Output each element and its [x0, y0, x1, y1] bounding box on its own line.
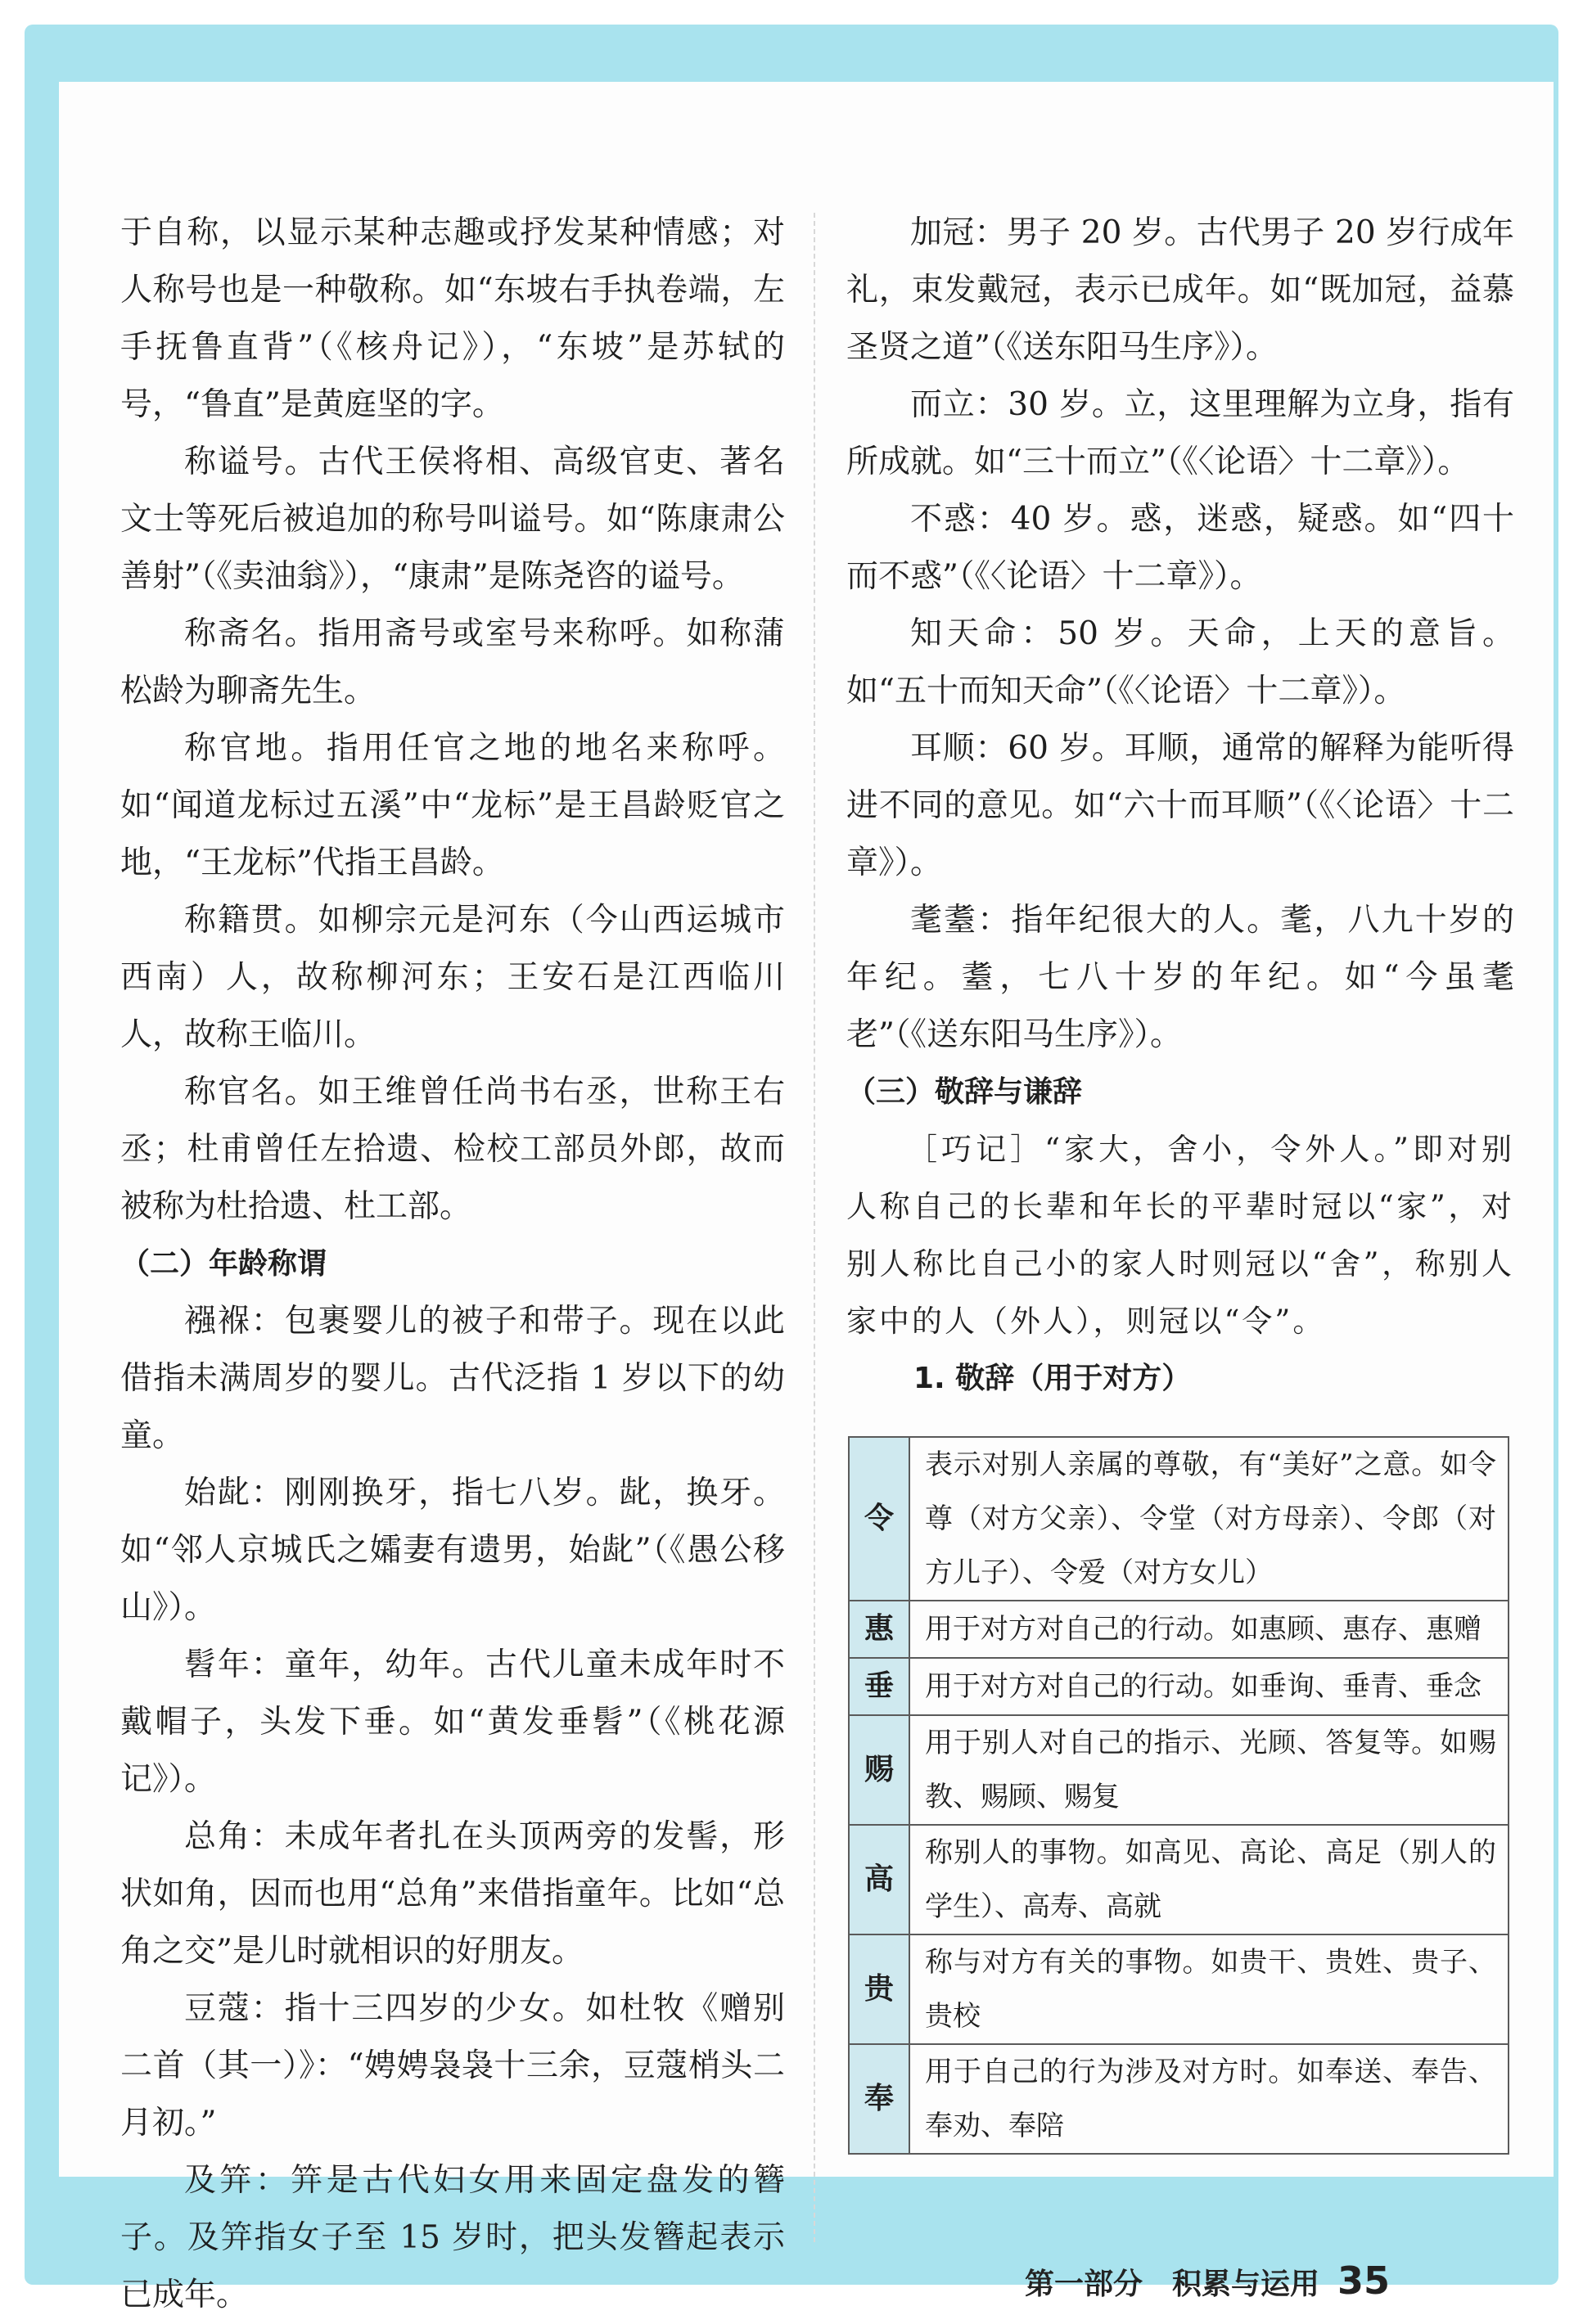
table-row — [849, 1658, 1509, 1715]
paragraph: 称官地。指用任官之地的地名来称呼。如“闻道龙标过五溪”中“龙标”是王昌龄贬官之地，“王龙标”代指王昌龄。 — [120, 730, 785, 881]
paragraph-continued: 于自称，以显示某种志趣或抒发某种情感；对人称号也是一种敬称。如“东坡右手执卷端，左手抚鲁直背”（《核舟记》），“东坡”是苏轼的号，“鲁直”是黄庭坚的字。 — [120, 214, 785, 423]
paragraph: 称籍贯。如柳宗元是河东（今山西运城市西南）人，故称柳河东；王安石是江西临川人，故称王临川。 — [120, 902, 785, 1053]
paragraph: 称斋名。指用斋号或室号来称呼。如称蒲松龄为聊斋先生。 — [120, 615, 785, 709]
right-column — [846, 205, 1514, 1414]
honorific-description: 称别人的事物。如高见、高论、高足（别人的学生）、高寿、高就 — [909, 1825, 1509, 1934]
paragraph: 襁褓：包裹婴儿的被子和带子。现在以此借指未满周岁的婴儿。古代泛指 1 岁以下的幼童。 — [120, 1303, 785, 1454]
honorific-key: 垂 — [849, 1658, 909, 1715]
table-row — [849, 1825, 1509, 1934]
column-divider — [814, 213, 815, 2242]
table-row — [849, 2044, 1509, 2154]
mnemonic-note: ［巧记］“家大，舍小，令外人。”即对别人称自己的长辈和年长的平辈时冠以“家”，对别人称比自己小的家人时则冠以“舍”，称别人家中的人（外人），则冠以“令”。 — [846, 1132, 1514, 1339]
honorific-description: 用于别人对自己的指示、光顾、答复等。如赐教、赐顾、赐复 — [909, 1715, 1509, 1825]
honorific-description: 用于对方对自己的行动。如惠顾、惠存、惠赠 — [909, 1601, 1509, 1658]
table-row — [849, 1715, 1509, 1825]
table-row — [849, 1601, 1509, 1658]
honorifics-table — [848, 1436, 1509, 2155]
paragraph: 豆蔻：指十三四岁的少女。如杜牧《赠别二首（其一）》：“娉娉袅袅十三余，豆蔻梢头二月初。” — [120, 1990, 785, 2142]
paragraph: 而立：30 岁。立，这里理解为立身，指有所成就。如“三十而立”（《〈论语〉十二章》）。 — [846, 386, 1514, 480]
honorific-key: 奉 — [849, 2044, 909, 2154]
page-number: 35 — [1337, 2259, 1390, 2303]
honorific-key: 惠 — [849, 1601, 909, 1658]
table-row — [849, 1934, 1509, 2044]
paragraph: 称官名。如王维曾任尚书右丞，世称王右丞；杜甫曾任左拾遗、检校工部员外郎，故而被称为杜拾遗、杜工部。 — [120, 1074, 785, 1225]
paragraph: 总角：未成年者扎在头顶两旁的发髻，形状如角，因而也用“总角”来借指童年。比如“总角之交”是儿时就相识的好朋友。 — [120, 1818, 785, 1970]
left-column — [120, 205, 785, 2324]
section-heading: （三）敬辞与谦辞 — [846, 1075, 1083, 1109]
paragraph: 及笄：笄是古代妇女用来固定盘发的簪子。及笄指女子至 15 岁时，把头发簪起表示已成年。 — [120, 2162, 785, 2313]
table-row — [849, 1437, 1509, 1601]
paragraph: 始龀：刚刚换牙，指七八岁。龀，换牙。如“邻人京城氏之孀妻有遗男，始龀”（《愚公移山》）。 — [120, 1475, 785, 1626]
paragraph: 加冠：男子 20 岁。古代男子 20 岁行成年礼，束发戴冠，表示已成年。如“既加冠，益慕圣贤之道”（《送东阳马生序》）。 — [846, 214, 1514, 366]
subsection-heading: 1. 敬辞（用于对方） — [913, 1362, 1192, 1395]
honorific-description: 用于对方对自己的行动。如垂询、垂青、垂念 — [909, 1658, 1509, 1715]
book-page — [59, 82, 1554, 2313]
paragraph: 耳顺：60 岁。耳顺，通常的解释为能听得进不同的意见。如“六十而耳顺”（《〈论语〉十二章》）。 — [846, 730, 1514, 881]
paragraph: 耄耋：指年纪很大的人。耄，八九十岁的年纪。耋，七八十岁的年纪。如“今虽耄老”（《送东阳马生序》）。 — [846, 902, 1514, 1053]
honorific-key: 赐 — [849, 1715, 909, 1825]
honorific-description: 称与对方有关的事物。如贵干、贵姓、贵子、贵校 — [909, 1934, 1509, 2044]
honorific-key: 令 — [849, 1437, 909, 1601]
honorific-description: 用于自己的行为涉及对方时。如奉送、奉告、奉劝、奉陪 — [909, 2044, 1509, 2154]
paragraph: 不惑：40 岁。惑，迷惑，疑惑。如“四十而不惑”（《〈论语〉十二章》）。 — [846, 501, 1514, 595]
footer-section-title: 第一部分 积累与运用 — [1024, 2268, 1319, 2301]
paragraph: 知天命：50 岁。天命，上天的意旨。如“五十而知天命”（《〈论语〉十二章》）。 — [846, 615, 1514, 709]
page-footer — [1025, 2259, 1390, 2303]
honorific-key: 贵 — [849, 1934, 909, 2044]
paragraph: 髫年：童年，幼年。古代儿童未成年时不戴帽子，头发下垂。如“黄发垂髫”（《桃花源记》）。 — [120, 1646, 785, 1798]
section-heading: （二）年龄称谓 — [120, 1247, 327, 1281]
paragraph: 称谥号。古代王侯将相、高级官吏、著名文士等死后被追加的称号叫谥号。如“陈康肃公善射”（《卖油翁》），“康肃”是陈尧咨的谥号。 — [120, 444, 785, 595]
honorific-key: 高 — [849, 1825, 909, 1934]
honorific-description: 表示对别人亲属的尊敬，有“美好”之意。如令尊（对方父亲）、令堂（对方母亲）、令郎（对方儿子）、令爱（对方女儿） — [909, 1437, 1509, 1601]
